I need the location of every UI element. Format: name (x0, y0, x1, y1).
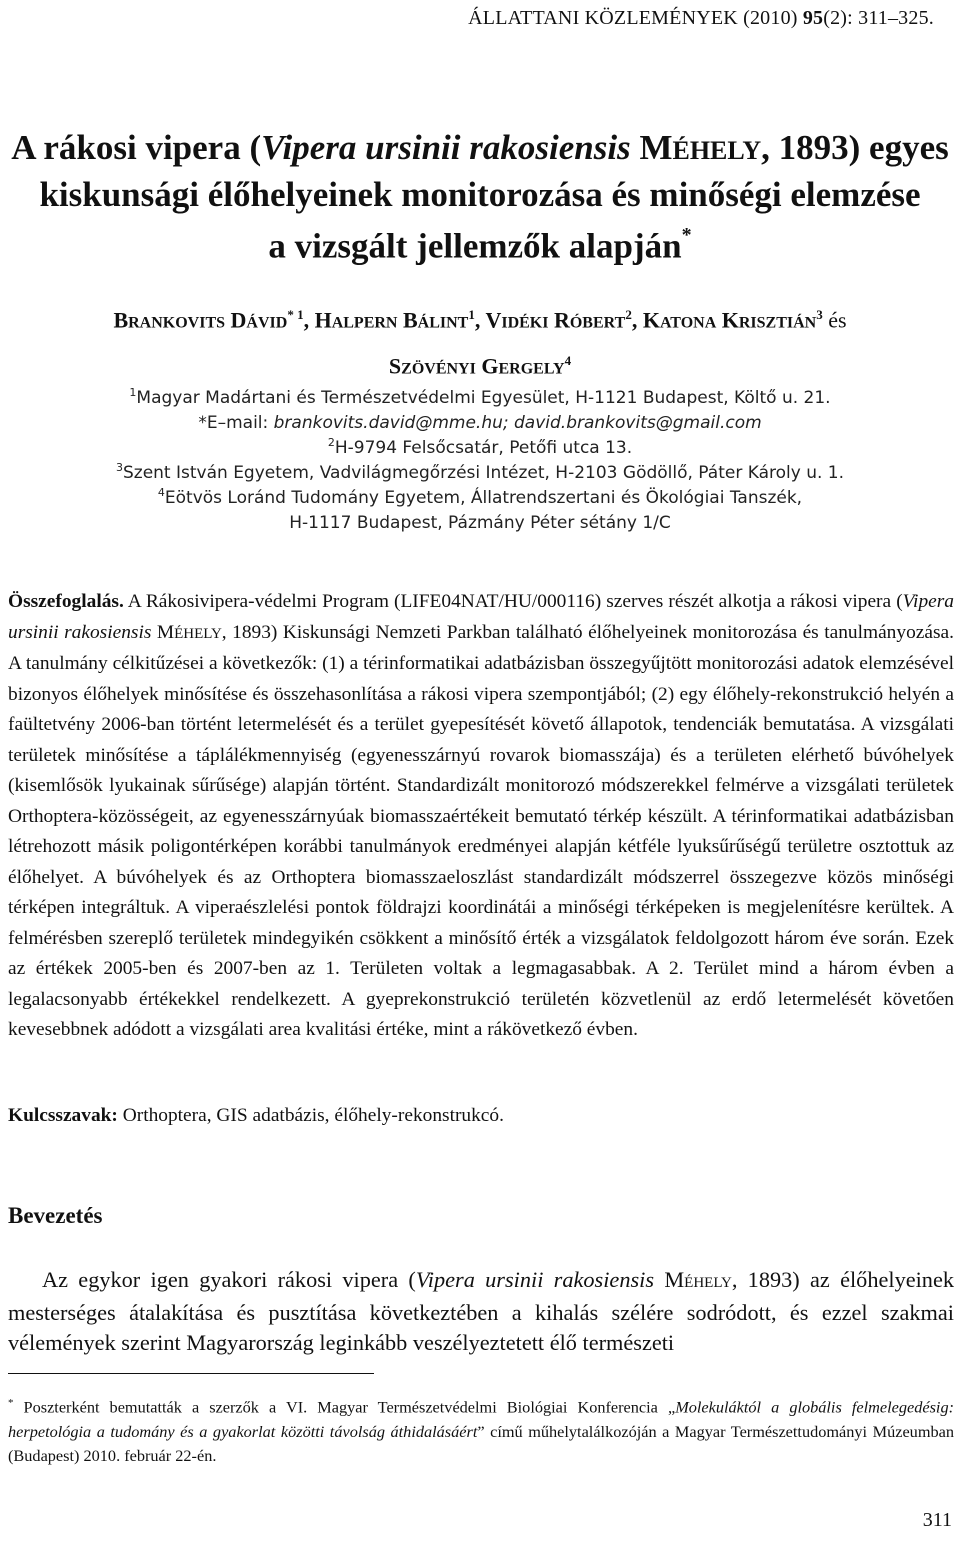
authors-line-1: BRANKOVITS DÁVID$^{* 1}$, HALPERN BÁLINT$^1$, VIDÉKI RÓBERT$^2$, KATONA KRISZTIÁN$^3$ és (113, 307, 847, 333)
abstract-label: Összefoglalás. (8, 591, 124, 612)
issue-pages: (2): 311–325. (823, 7, 934, 29)
affiliation-3: $^3$Szent István Egyetem, Vadvilágmegőrzési Intézet, H-2103 Gödöllő, Páter Károly u. 1. (115, 461, 845, 483)
intro-paragraph: Az egykor igen gyakori rákosi vipera (Vipera ursinii rakosiensis MÉHELY, 1893) az élőhelyeinek mesterséges átalakítása és pusztítása következtében a kihalás szélére sodródott, és ezzel szakmai vélemények szerint Magyarország leginkább veszélyeztetett élő természeti (8, 1267, 955, 1355)
section-heading: Bevezetés (8, 1203, 103, 1228)
affiliations (0, 386, 960, 536)
author-list (0, 296, 960, 389)
affiliation-1: $^1$Magyar Madártani és Természetvédelmi Egyesület, H-1121 Budapest, Költő u. 21. (129, 386, 831, 408)
running-head (468, 7, 934, 30)
footnote-divider (8, 1373, 374, 1374)
title-line-2: kiskunsági élőhelyeinek monitorozása és minőségi elemzése (39, 175, 921, 214)
journal-name: ÁLLATTANI KÖZLEMÉNYEK (2010) (468, 7, 803, 29)
email-address: brankovits.david@mme.hu; david.brankovits@gmail.com (273, 413, 762, 433)
keywords-label: Kulcsszavak: (8, 1105, 118, 1126)
affiliation-4-address: H-1117 Budapest, Pázmány Péter sétány 1/C (289, 513, 671, 533)
footnote: * Poszterként bemutatták a szerzők a VI. Magyar Természetvédelmi Biológiai Konferencia „Molekuláktól a globális felmelegedésig: herpetológia a tudomány és a gyakorlat közötti távolság áthidalásáért” című műhelytalálkozóján a Magyar Természettudományi Múzeumban (Budapest) 2010. február 22-én. (8, 1397, 955, 1466)
volume-number: 95 (802, 7, 824, 29)
page-number: 311 (922, 1509, 952, 1531)
email-line: *E–mail: brankovits.david@mme.hu; david.brankovits@gmail.com (198, 413, 762, 433)
article-title (0, 126, 960, 269)
title-species: Vipera ursinii rakosiensis (261, 128, 631, 167)
authors-line-2: SZÖVÉNYI GERGELY$^4$ (388, 353, 572, 379)
affiliation-2: $^2$H-9794 Felsőcsatár, Petőfi utca 13. (327, 436, 633, 458)
affiliation-4: $^4$Eötvös Loránd Tudomány Egyetem, Állatrendszertani és Ökológiai Tanszék, (157, 486, 803, 508)
keywords-paragraph: Kulcsszavak: Orthoptera, GIS adatbázis, élőhely-rekonstrukcó. (8, 1105, 504, 1126)
title-footnote-marker: * (681, 224, 692, 246)
abstract-paragraph: Összefoglalás. A Rákosivipera-védelmi Program (LIFE04NAT/HU/000116) szerves részét alkotja a rákosi vipera (Vipera ursinii rakosiensis MÉHELY, 1893) Kiskunsági Nemzeti Parkban található élőhelyeinek monitorozása és tanulmányozása. A tanulmány célkitűzései a következők: (1) a térinformatikai adatbázisban összegyűjtött monitorozási adatok elemzésével bizonyos élőhelyek minősítése és összehasonlítása a rákosi vipera szempontjából; (2) egy élőhely-rekonstrukció helyén a faültetvény 2006-ban történt letermelését és a terület gyepesítését követő állapotok, tendenciák bemutatása. A vizsgálati területek minősítése a táplálékmennyiség (egyenesszárnyú rovarok biomasszája) és a területen elérhető búvóhelyek (kisemlősök lyukainak sűrűsége) alapján történt. Standardizált monitorozó módszerekkel felmérve a vizsgálati területek Orthoptera-közösségeit, az egyenesszárnyúak biomasszaértékeit bemutató térkép készült. A térinformatikai adatbázisban létrehozott másik poligontérképen korábbi tanulmányok eredményei alapján kétféle lyuksűrűségű területre osztottuk az élőhelyet. A búvóhelyek és az Orthoptera biomasszaeloszlást standardizált módszerrel összegezve közös minőségi térképen integráltuk. A viperaészlelési pontok földrajzi koordinátái a minőségi térképeken is megjelenítésre kerültek. A felmérésben szereplő területek mindegyikén csökkent a minősítő érték a vizsgálatok feldolgozott három éve során. Ezek az értékek 2005-ben és 2007-ben az 1. Területen voltak a legmagasabbak. A 2. Terület mind a három évben a legalacsonyabb értékekkel rendelkezett. A gyeprekonstrukció területén közvetlenül az erdő letermelését követően kevesebbnek adódott a vizsgálati area kvalitási értéke, mint a rákövetkező évben. (8, 591, 954, 1040)
title-line-1: A rákosi vipera (Vipera ursinii rakosiensis MÉHELY, 1893) egyes (11, 128, 949, 167)
title-line-3: a vizsgált jellemzők alapján* (268, 224, 692, 266)
